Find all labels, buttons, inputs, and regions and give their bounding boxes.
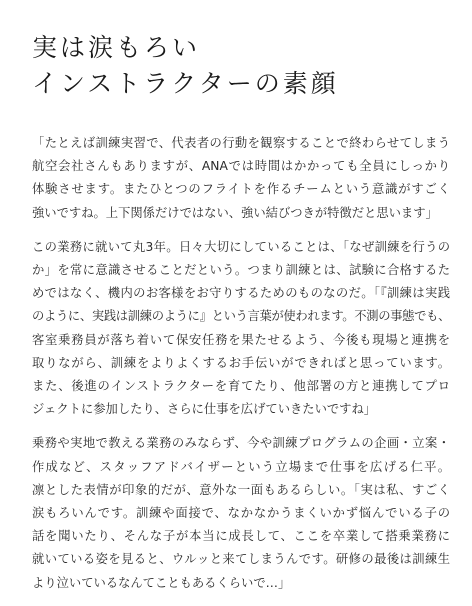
headline-line: インストラクターの素顔 (32, 69, 339, 98)
text-line: この業務に就いて丸3年。日々大切にしていることは、「なぜ訓練を行うの (32, 239, 450, 254)
text-line: 「たとえば訓練実習で、代表者の行動を観察することで終わらせてしまう (32, 136, 450, 150)
text-line: 体験させます。またひとつのフライトを作るチームという意識がすごく (32, 182, 450, 197)
text-line: めではなく、機内のお客様をお守りするためのものなのだ。「『訓練は実践 (32, 286, 450, 301)
text-line: か」を常に意識させることだという。つまり訓練とは、試験に合格するた (32, 263, 450, 278)
headline (32, 30, 450, 102)
text-line: のように、実践は訓練のように』という言葉が使われます。不測の事態でも、 (32, 309, 450, 324)
article-body (32, 132, 450, 595)
text-line: 強いですね。上下関係だけではない、強い結びつきが特徴だと思います」 (32, 205, 438, 220)
text-line: また、後進のインストラクターを育てたり、他部署の方と連携してプロ (32, 379, 450, 394)
text-line: 話を聞いたり、そんな子が本当に成長して、ここを卒業して搭乗業務に (32, 529, 450, 544)
paragraph-purpose-of-training (32, 236, 450, 422)
text-line: 凛とした表情が印象的だが、意外な一面もあるらしい。「実は私、すごく (32, 482, 450, 497)
text-line: より泣いているなんてこともあるくらいで…」 (32, 575, 291, 590)
text-line: 涙もろいんです。訓練や面接で、なかなかうまくいかず悩んでいる子の (32, 506, 450, 521)
headline-line: 実は涙もろい (32, 33, 201, 62)
text-line: 就いている姿を見ると、ウルッと来てしまうんです。研修の最後は訓練生 (32, 552, 450, 567)
text-line: ジェクトに参加したり、さらに仕事を広げていきたいですね」 (32, 402, 377, 417)
paragraph-quote-training (32, 132, 450, 225)
text-line: 客室乗務員が落ち着いて保安任務を果たせるよう、今後も現場と連携を (32, 332, 450, 347)
article (32, 30, 450, 606)
text-line: 作成など、スタッフアドバイザーという立場まで仕事を広げる仁平。 (32, 459, 450, 474)
text-line: 航空会社さんもありますが、ANAでは時間はかかっても全員にしっかり (32, 159, 450, 174)
text-line: 取りながら、訓練をよりよくするお手伝いができればと思っています。 (32, 355, 450, 370)
paragraph-tearful-side (32, 432, 450, 594)
text-line: 乗務や実地で教える業務のみならず、今や訓練プログラムの企画・立案・ (32, 436, 450, 451)
